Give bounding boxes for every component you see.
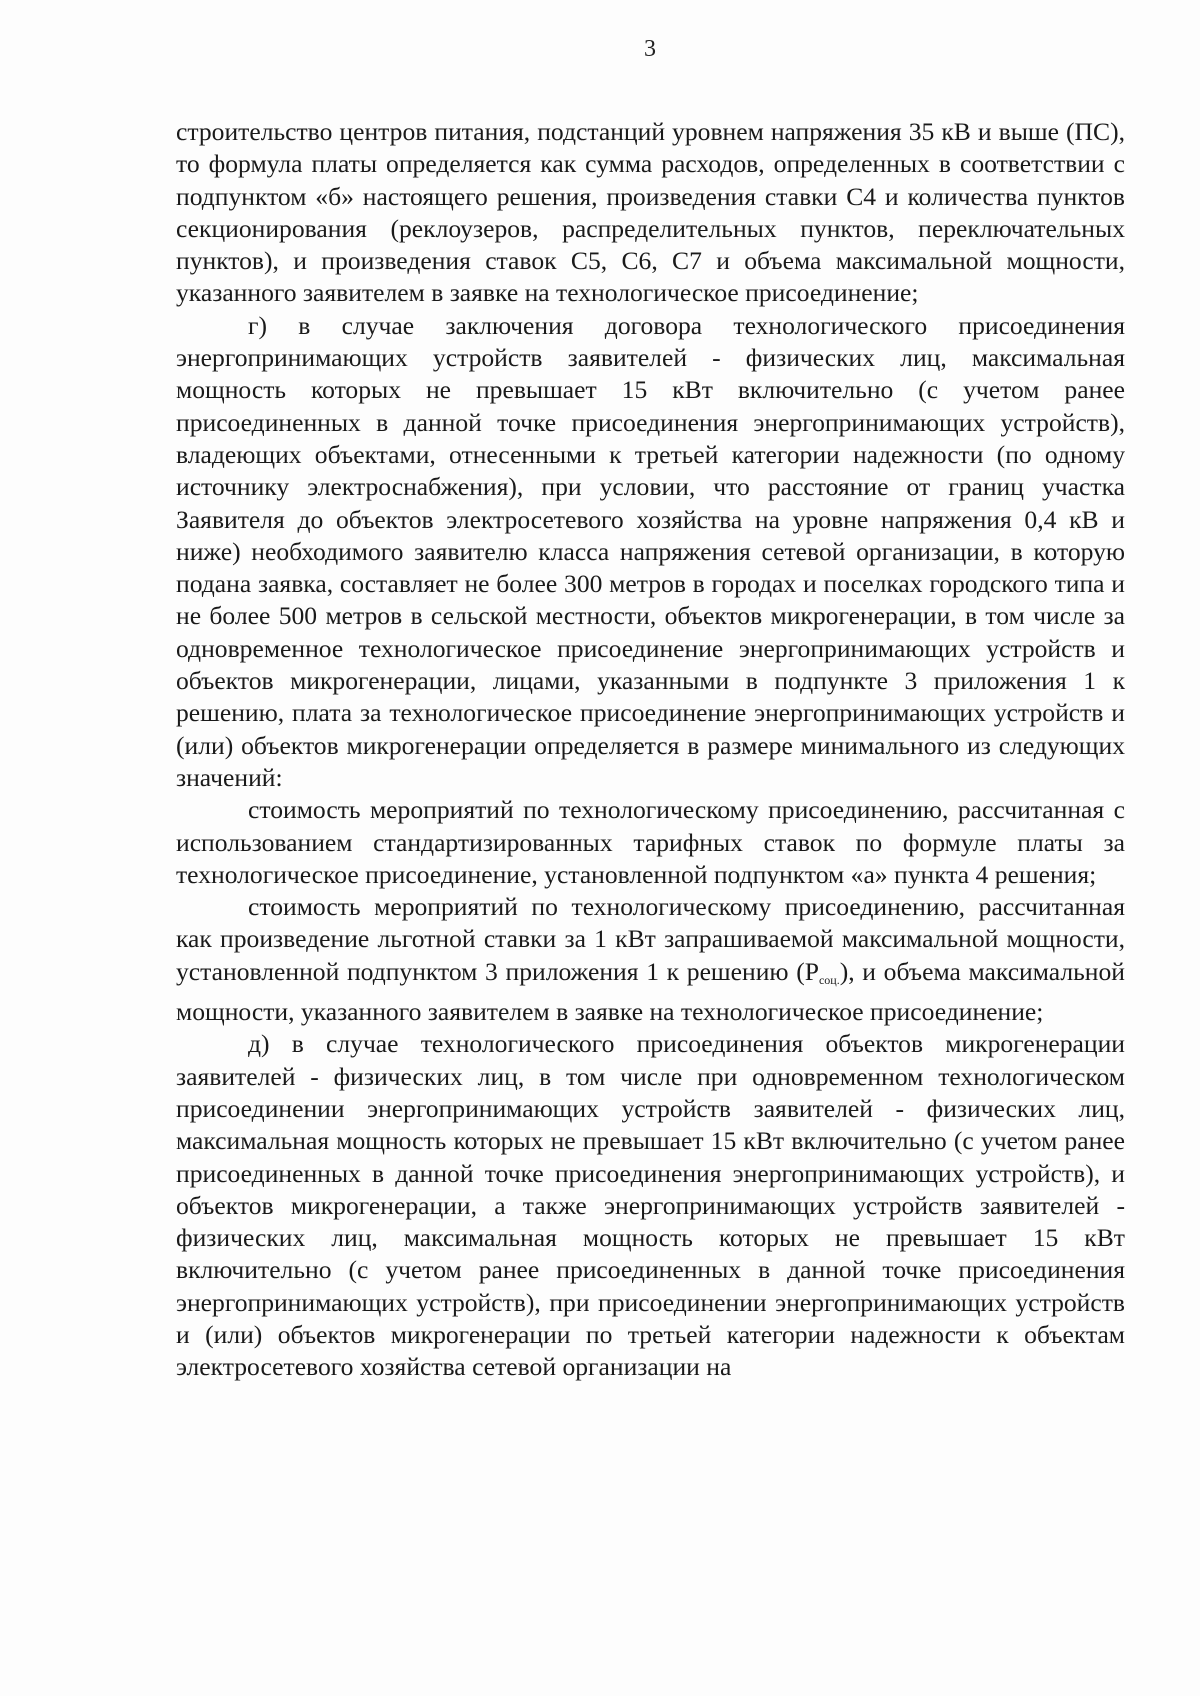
paragraph-continuation: строительство центров питания, подстанций уровнем напряжения 35 кВ и выше (ПС), то формула платы определяется как сумма расходов, определенных в соответствии с подпунктом «б» настоящего решения, произведения ставки С4 и количества пунктов секционирования (реклоузеров, распределительных пунктов, переключательных пунктов), и произведения ставок С5, С6, С7 и объема максимальной мощности, указанного заявителем в заявке на технологическое присоединение; bbox=[176, 117, 1125, 308]
paragraph-d: д) в случае технологического присоединения объектов микрогенерации заявителей - физических лиц, в том числе при одновременном технологическом присоединении энергопринимающих устройств заявителей - физических лиц, максимальная мощность которых не превышает 15 кВт включительно (с учетом ранее присоединенных в данной точке присоединения энергопринимающих устройств), и объектов микрогенерации, а также энергопринимающих устройств заявителей - физических лиц, максимальная мощность которых не превышает 15 кВт включительно (с учетом ранее присоединенных в данной точке присоединения энергопринимающих устройств), при присоединении энергопринимающих устройств и (или) объектов микрогенерации по третьей категории надежности к объектам электросетевого хозяйства сетевой организации на bbox=[176, 1029, 1125, 1382]
page-number: 3 bbox=[644, 36, 656, 62]
paragraph-cost-preferential bbox=[176, 891, 1125, 1028]
subscript-soc: соц. bbox=[818, 972, 840, 987]
paragraph-cost-standard: стоимость мероприятий по технологическому присоединению, рассчитанная с использованием стандартизированных тарифных ставок по формуле платы за технологическое присоединение, установленной подпунктом «а» пункта 4 решения; bbox=[176, 795, 1125, 889]
paragraph-g: г) в случае заключения договора технологического присоединения энергопринимающих устройств заявителей - физических лиц, максимальная мощность которых не превышает 15 кВт включительно (с учетом ранее присоединенных в данной точке присоединения энергопринимающих устройств), владеющих объектами, отнесенными к третьей категории надежности (по одному источнику электроснабжения), при условии, что расстояние от границ участка Заявителя до объектов электросетевого хозяйства на уровне напряжения 0,4 кВ и ниже) необходимого заявителю класса напряжения сетевой организации, в которую подана заявка, составляет не более 300 метров в городах и поселках городского типа и не более 500 метров в сельской местности, объектов микрогенерации, в том числе за одновременное технологическое присоединение энергопринимающих устройств и объектов микрогенерации, лицами, указанными в подпункте 3 приложения 1 к решению, плата за технологическое присоединение энергопринимающих устройств и (или) объектов микрогенерации определяется в размере минимального из следующих значений: bbox=[176, 310, 1125, 792]
paragraph-cost-preferential-text: стоимость мероприятий по технологическому присоединению, рассчитанная как произведение льготной ставки за 1 кВт запрашиваемой максимальной мощности, установленной подпунктом 3 приложения 1 к решению (Р bbox=[176, 892, 1125, 986]
paragraph-cost-preferential-tail: ), и объема максимальной мощности, указанного заявителем в заявке на технологическое присоединение; bbox=[176, 956, 1125, 1027]
document-body bbox=[176, 116, 1125, 1384]
